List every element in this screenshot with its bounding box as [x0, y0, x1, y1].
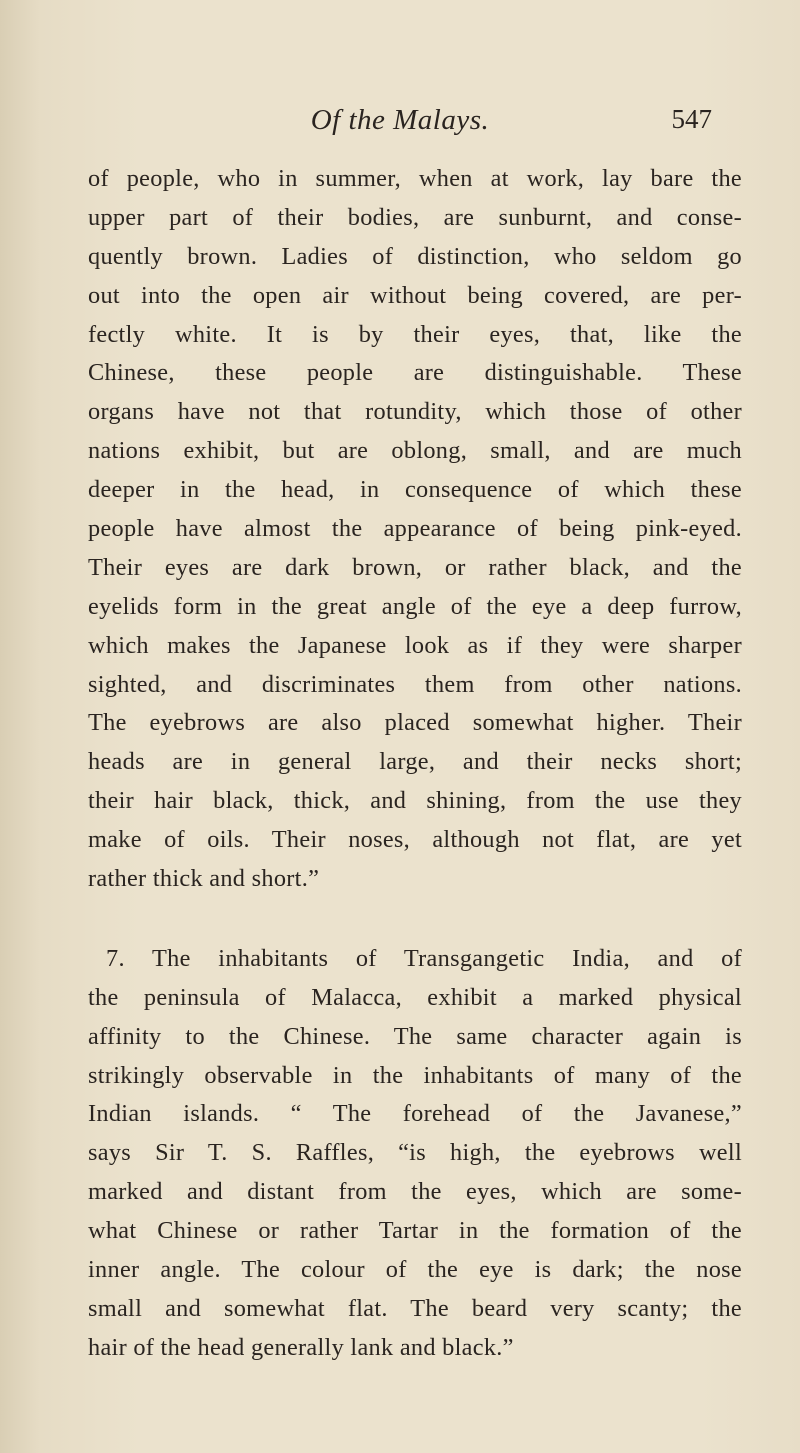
text-line: inner angle. The colour of the eye is dark; the nose [88, 1256, 742, 1284]
paragraph-2 [88, 940, 742, 1368]
text-line: strikingly observable in the inhabitants of many of the [88, 1061, 742, 1089]
text-line: sighted, and discriminates them from other nations. [88, 670, 742, 698]
text-line: the peninsula of Malacca, exhibit a marked physical [88, 983, 742, 1011]
text-line: upper part of their bodies, are sunburnt, and conse- [88, 203, 742, 231]
text-line: says Sir T. S. Raffles, “is high, the eyebrows well [88, 1139, 742, 1167]
text-line: organs have not that rotundity, which those of other [88, 398, 742, 426]
text-line: make of oils. Their noses, although not flat, are yet [88, 826, 742, 854]
text-line: which makes the Japanese look as if they were sharper [88, 631, 742, 659]
text-line: nations exhibit, but are oblong, small, and are much [88, 437, 742, 465]
paragraph-1 [88, 160, 742, 899]
text-line: eyelids form in the great angle of the eye a deep furrow, [88, 592, 742, 620]
body-text [88, 160, 742, 1368]
text-line: what Chinese or rather Tartar in the formation of the [88, 1217, 742, 1245]
text-line: rather thick and short.” [88, 865, 320, 893]
text-line: out into the open air without being covered, are per- [88, 281, 742, 309]
text-line: deeper in the head, in consequence of which these [88, 476, 742, 504]
text-line: people have almost the appearance of being pink-eyed. [88, 515, 742, 543]
running-head [0, 104, 800, 144]
text-line: their hair black, thick, and shining, from the use they [88, 787, 742, 815]
running-title: Of the Malays. [310, 104, 490, 136]
text-line: heads are in general large, and their necks short; [88, 748, 742, 776]
text-line: small and somewhat flat. The beard very scanty; the [88, 1294, 742, 1322]
text-line: of people, who in summer, when at work, lay bare the [88, 165, 742, 192]
text-line: 7. The inhabitants of Transgangetic India, and of [106, 944, 742, 972]
text-line: The eyebrows are also placed somewhat higher. Their [88, 709, 742, 737]
text-line: Chinese, these people are distinguishable. These [88, 359, 742, 387]
text-line: Their eyes are dark brown, or rather black, and the [88, 553, 742, 581]
text-line: affinity to the Chinese. The same character again is [88, 1022, 742, 1050]
paragraph-spacer [88, 899, 742, 940]
text-line: quently brown. Ladies of distinction, who seldom go [88, 242, 742, 270]
text-line: hair of the head generally lank and black.” [88, 1333, 514, 1361]
text-line: marked and distant from the eyes, which are some- [88, 1178, 742, 1206]
text-line: Indian islands. “ The forehead of the Javanese,” [88, 1100, 742, 1128]
text-line: fectly white. It is by their eyes, that, like the [88, 320, 742, 348]
page-number: 547 [671, 104, 712, 134]
